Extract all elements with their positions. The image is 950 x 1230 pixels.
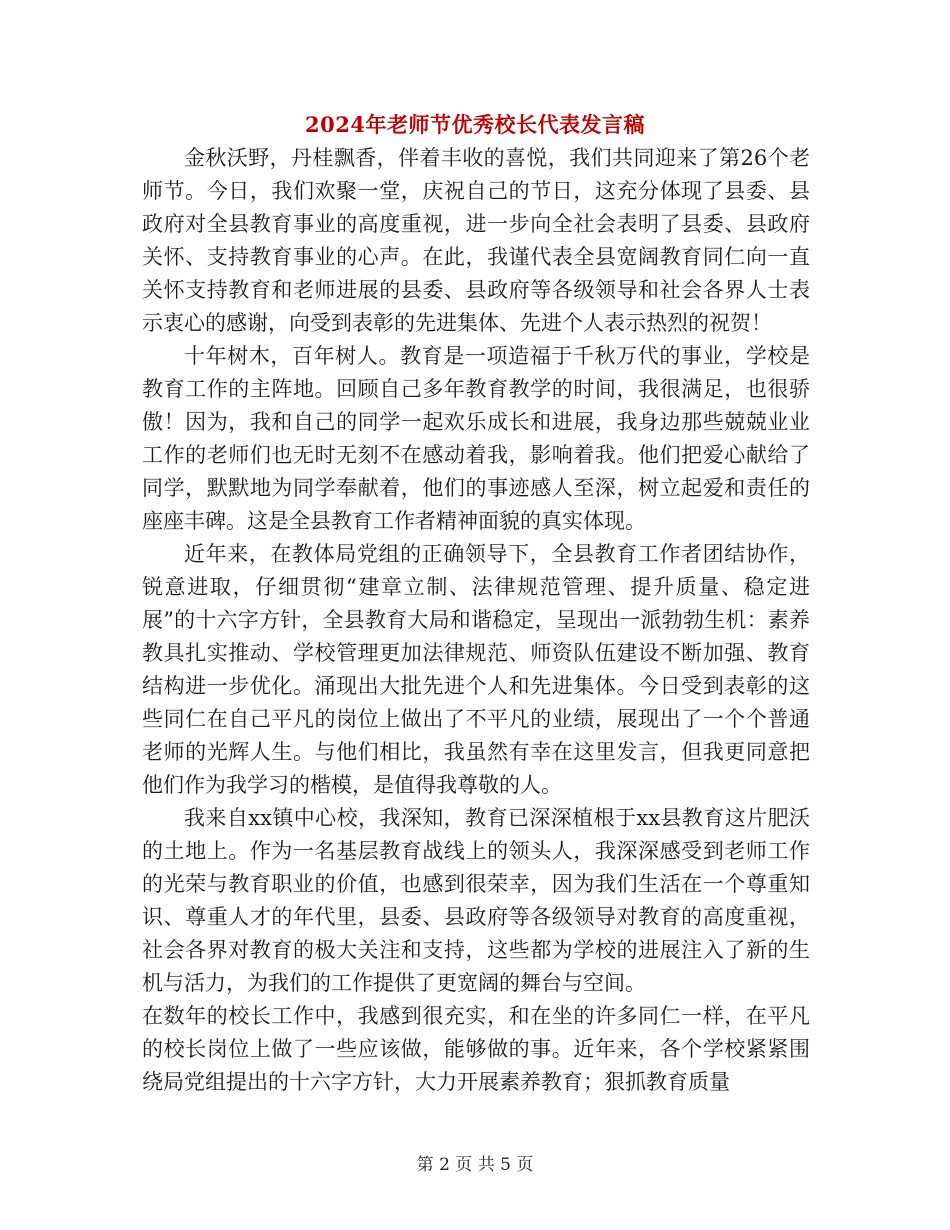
document-body — [142, 142, 810, 1099]
paragraph-1: 金秋沃野，丹桂飘香，伴着丰收的喜悦，我们共同迎来了第26个老师节。今日，我们欢聚一堂，庆祝自己的节日，这充分体现了县委、县政府对全县教育事业的高度重视，进一步向全社会表明了县委、县政府关怀、支持教育事业的心声。在此，我谨代表全县宽阔教育同仁向一直关怀支持教育和老师进展的县委、县政府等各级领导和社会各界人士表示衷心的感谢，向受到表彰的先进集体、先进个人表示热烈的祝贺！ — [142, 146, 810, 335]
paragraph-5: 在数年的校长工作中，我感到很充实，和在坐的许多同仁一样，在平凡的校长岗位上做了一些应该做，能够做的事。近年来，各个学校紧紧围绕局党组提出的十六字方针，大力开展素养教育；狠抓教育质量 — [142, 1004, 810, 1094]
paragraph-3: 近年来，在教体局党组的正确领导下，全县教育工作者团结协作，锐意进取，仔细贯彻“建章立制、法律规范管理、提升质量、稳定进展”的十六字方针，全县教育大局和谐稳定，呈现出一派勃勃生机：素养教具扎实推动、学校管理更加法律规范、师资队伍建设不断加强、教育结构进一步优化。涌现出大批先进个人和先进集体。今日受到表彰的这些同仁在自己平凡的岗位上做出了不平凡的业绩，展现出了一个个普通老师的光辉人生。与他们相比，我虽然有幸在这里发言，但我更同意把他们作为我学习的楷模，是值得我尊敬的人。 — [142, 542, 810, 797]
paragraph-2: 十年树木，百年树人。教育是一项造福于千秋万代的事业，学校是教育工作的主阵地。回顾自己多年教育教学的时间，我很满足，也很骄傲！因为，我和自己的同学一起欢乐成长和进展，我身边那些兢兢业业工作的老师们也无时无刻不在感动着我，影响着我。他们把爱心献给了同学，默默地为同学奉献着，他们的事迹感人至深，树立起爱和责任的座座丰碑。这是全县教育工作者精神面貌的真实体现。 — [142, 344, 810, 533]
document-title: 2024年老师节优秀校长代表发言稿 — [305, 112, 645, 137]
page-number-footer: 第 2 页 共 5 页 — [416, 1155, 534, 1175]
paragraph-4: 我来自xx镇中心校，我深知，教育已深深植根于xx县教育这片肥沃的土地上。作为一名基层教育战线上的领头人，我深深感受到老师工作的光荣与教育职业的价值，也感到很荣幸，因为我们生活在一个尊重知识、尊重人才的年代里，县委、县政府等各级领导对教育的高度重视，社会各界对教育的极大关注和支持，这些都为学校的进展注入了新的生机与活力，为我们的工作提供了更宽阔的舞台与空间。 — [142, 806, 810, 995]
